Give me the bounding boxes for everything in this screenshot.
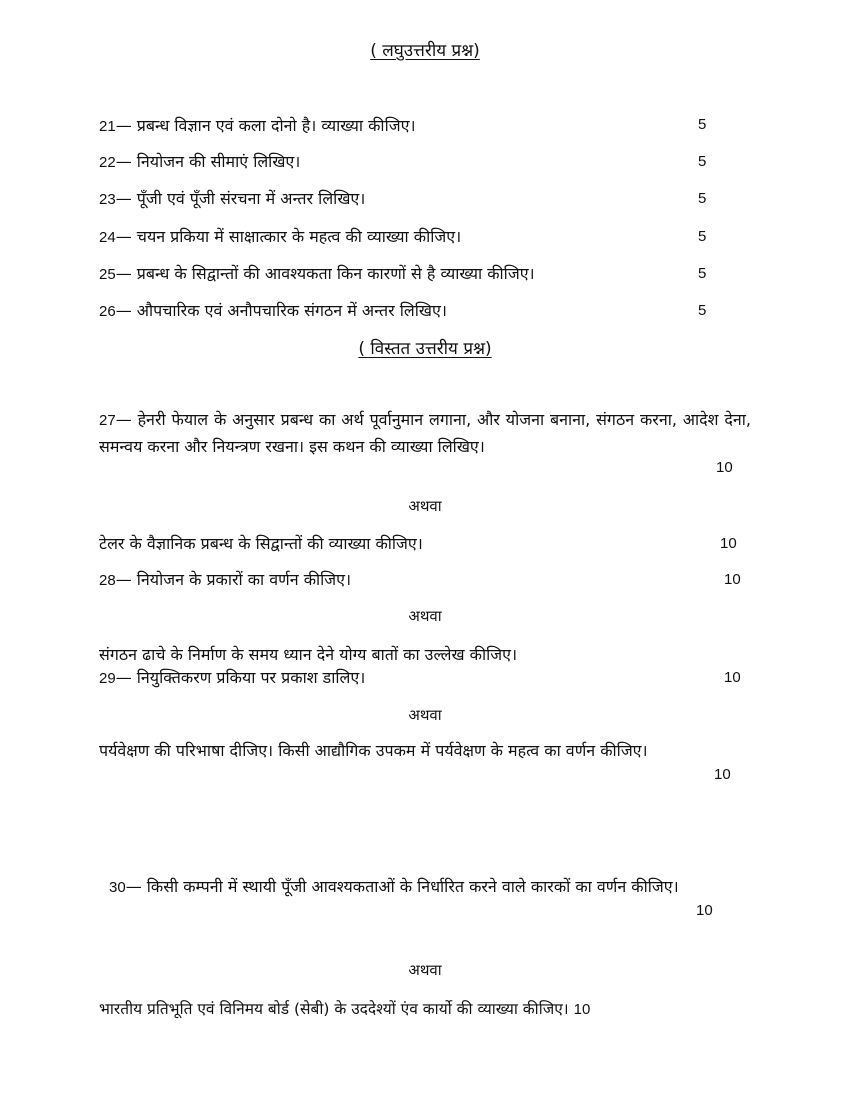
question-text: भारतीय प्रतिभूति एवं विनिमय बोर्ड (सेबी) के उददेश्यों एंव कार्यो की व्याख्या कीजिए। xyxy=(99,1000,569,1018)
question-26: 26— औपचारिक एवं अनौपचारिक संगठन में अन्तर लिखिए। xyxy=(99,301,447,320)
question-30-alternative xyxy=(99,997,590,1019)
question-number: 29 xyxy=(99,670,116,687)
question-text: पर्यवेक्षण की परिभाषा दीजिए। किसी आद्यौगिक उपकम में पर्यवेक्षण के महत्व का वर्णन कीजिए। xyxy=(99,741,648,760)
question-text: औपचारिक एवं अनौपचारिक संगठन में अन्तर लिखिए। xyxy=(136,301,447,320)
question-23-marks: 5 xyxy=(698,190,707,207)
question-number: 25 xyxy=(99,266,116,283)
question-number: 21 xyxy=(99,118,116,135)
athva-label: अथवा xyxy=(408,607,442,625)
question-text: नियोजन के प्रकारों का वर्णन कीजिए। xyxy=(136,570,352,589)
question-29-alternative-marks: 10 xyxy=(714,766,731,783)
question-number: 30 xyxy=(109,879,126,896)
question-29-marks: 10 xyxy=(724,669,741,686)
question-28-marks: 10 xyxy=(724,571,741,588)
question-26-marks: 5 xyxy=(698,302,707,319)
question-28-alternative xyxy=(99,643,517,665)
question-text: नियोजन की सीमाएं लिखिए। xyxy=(136,152,301,171)
question-27: 27— हेनरी फेयाल के अनुसार प्रबन्ध का अर्थ पूर्वानुमान लगाना, और योजना बनाना, संगठन करना, आदेश देना, समन्वय करना और नियन्त्रण रखना। इस कथन की व्याख्या लिखिए। xyxy=(99,410,751,456)
question-29-alternative xyxy=(99,738,751,764)
question-22: 22— नियोजन की सीमाएं लिखिए। xyxy=(99,152,301,171)
question-number: 28 xyxy=(99,572,116,589)
question-24: 24— चयन प्रकिया में साक्षात्कार के महत्व की व्याख्या कीजिए। xyxy=(99,227,462,246)
question-text: पूँजी एवं पूँजी संरचना में अन्तर लिखिए। xyxy=(136,189,366,208)
question-28: 28— नियोजन के प्रकारों का वर्णन कीजिए। xyxy=(99,570,352,589)
question-21: 21— प्रबन्ध विज्ञान एवं कला दोनो है। व्याख्या कीजिए। xyxy=(99,116,416,135)
question-number: 22 xyxy=(99,154,116,171)
question-number: 26 xyxy=(99,303,116,320)
question-text: संगठन ढाचे के निर्माण के समय ध्यान देने योग्य बातों का उल्लेख कीजिए। xyxy=(99,645,518,664)
question-text: किसी कम्पनी में स्थायी पूँजी आवश्यकताओं के निर्धारित करने वाले कारकों का वर्णन कीजिए। xyxy=(146,877,679,896)
question-21-marks: 5 xyxy=(698,116,707,133)
question-text: टेलर के वैज्ञानिक प्रबन्ध के सिद्वान्तों की व्याख्या कीजिए। xyxy=(99,534,423,553)
question-27-marks: 10 xyxy=(716,459,733,476)
question-22-marks: 5 xyxy=(698,153,707,170)
question-23: 23— पूँजी एवं पूँजी संरचना में अन्तर लिखिए। xyxy=(99,189,366,208)
question-text: प्रबन्ध विज्ञान एवं कला दोनो है। व्याख्या कीजिए। xyxy=(136,116,416,135)
short-answer-heading: ( लघुउत्तरीय प्रश्न) xyxy=(370,41,480,61)
question-text: प्रबन्ध के सिद्वान्तों की आवश्यकता किन कारणों से है व्याख्या कीजिए। xyxy=(136,264,535,283)
question-25: 25— प्रबन्ध के सिद्वान्तों की आवश्यकता किन कारणों से है व्याख्या कीजिए। xyxy=(99,264,535,283)
question-24-marks: 5 xyxy=(698,228,707,245)
question-30: 30— किसी कम्पनी में स्थायी पूँजी आवश्यकताओं के निर्धारित करने वाले कारकों का वर्णन कीजिए। xyxy=(109,877,679,896)
question-text: नियुक्तिकरण प्रकिया पर प्रकाश डालिए। xyxy=(136,668,366,687)
question-29: 29— नियुक्तिकरण प्रकिया पर प्रकाश डालिए। xyxy=(99,668,366,687)
question-number: 27 xyxy=(99,412,116,429)
question-30-marks: 10 xyxy=(696,902,713,919)
question-25-marks: 5 xyxy=(698,265,707,282)
athva-label: अथवा xyxy=(408,961,442,979)
question-27-alternative xyxy=(99,532,423,554)
question-30-alternative-marks: 10 xyxy=(573,1001,591,1018)
question-number: 24 xyxy=(99,229,116,246)
question-number: 23 xyxy=(99,191,116,208)
long-answer-heading: ( विस्तत उत्तरीय प्रश्न) xyxy=(358,339,492,359)
athva-label: अथवा xyxy=(408,497,442,515)
question-27-alternative-marks: 10 xyxy=(720,535,737,552)
question-text: हेनरी फेयाल के अनुसार प्रबन्ध का अर्थ पूर्वानुमान लगाना, और योजना बनाना, संगठन करना, आदेश देना, समन्वय करना और नियन्त्रण रखना। इस कथन की व्याख्या लिखिए। xyxy=(99,410,751,456)
question-text: चयन प्रकिया में साक्षात्कार के महत्व की व्याख्या कीजिए। xyxy=(136,227,462,246)
athva-label: अथवा xyxy=(408,706,442,724)
